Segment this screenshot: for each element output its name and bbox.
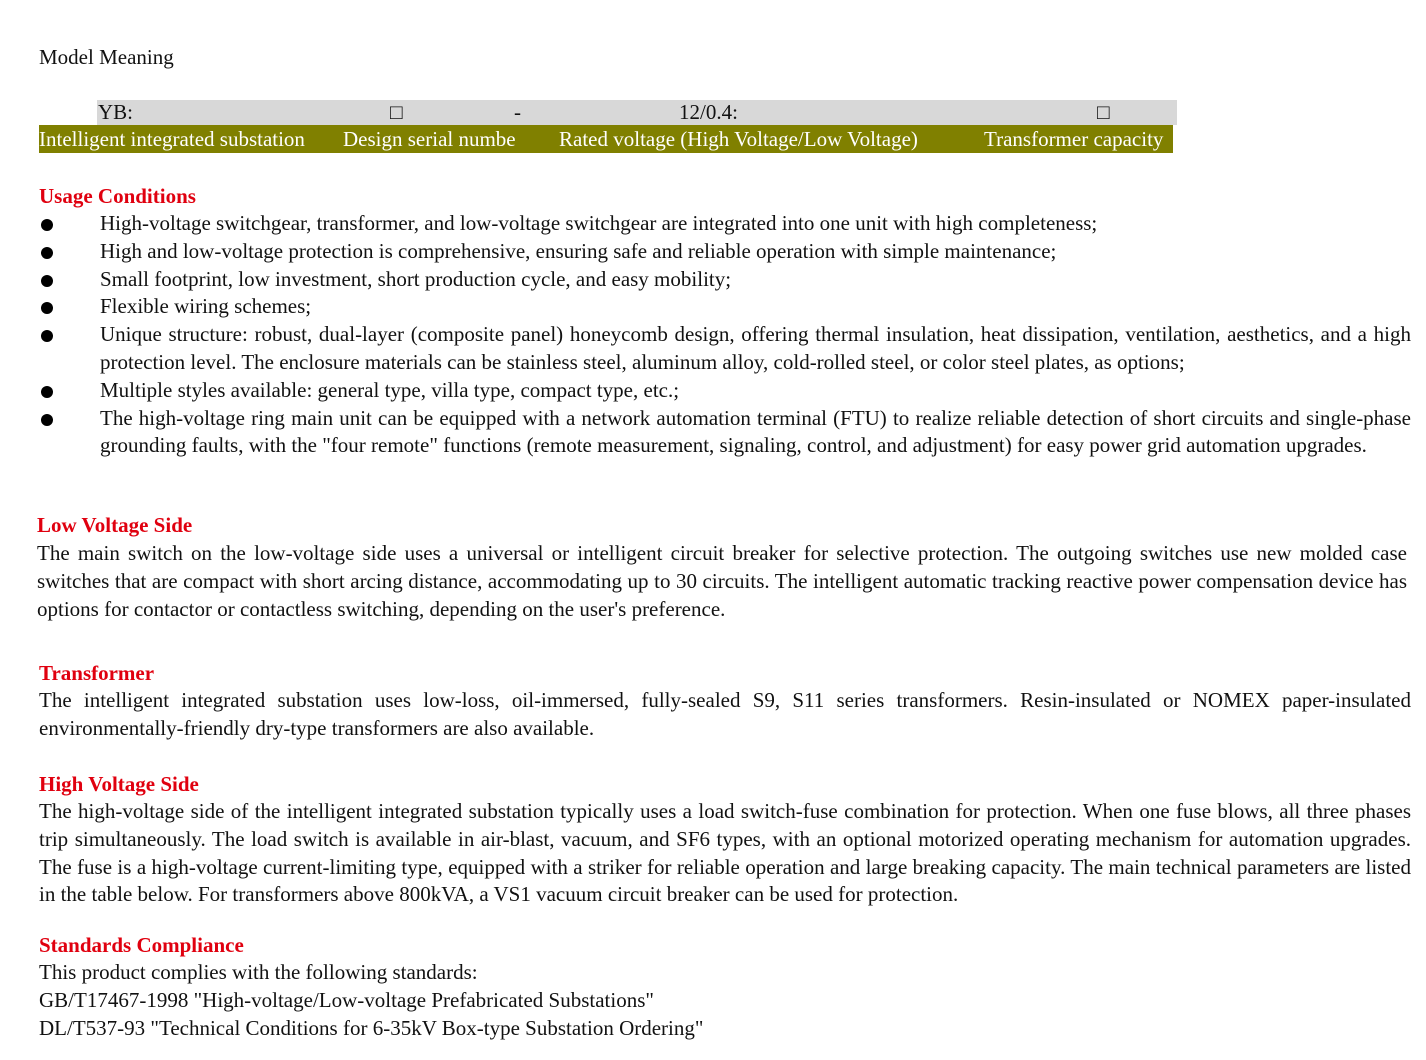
list-item: High-voltage switchgear, transformer, and low-voltage switchgear are integrated into one unit with high completeness; (39, 210, 1411, 238)
bullet-icon (41, 414, 53, 426)
list-item: Unique structure: robust, dual-layer (composite panel) honeycomb design, offering thermal insulation, heat dissipation, ventilation, aesthetics, and a high protection level. The enclosure materials can be stainless steel, aluminum alloy, cold-rolled steel, or color steel plates, as options; (39, 321, 1411, 377)
list-item: Flexible wiring schemes; (39, 293, 1411, 321)
standards-intro: This product complies with the following standards: (39, 960, 478, 984)
list-item: Small footprint, low investment, short production cycle, and easy mobility; (39, 266, 1411, 294)
model-code-voltage: 12/0.4: (679, 100, 738, 124)
model-code-serial-box: □ (390, 100, 403, 124)
low-voltage-heading: Low Voltage Side (37, 513, 193, 537)
high-voltage-text: The high-voltage side of the intelligent integrated substation typically uses a load switch-fuse combination for protection. When one fuse blows, all three phases trip simultaneously. The load switch is available in air-blast, vacuum, and SF6 types, with an optional motorized operating mechanism for automation upgrades. The fuse is a high-voltage current-limiting type, equipped with a striker for reliable operation and large breaking capacity. The main technical parameters are listed in the table below. For transformers above 800kVA, a VS1 vacuum circuit breaker can be used for protection. (39, 799, 1411, 907)
transformer-heading: Transformer (39, 661, 155, 685)
model-code-yb: YB: (98, 100, 134, 124)
page-title: Model Meaning (39, 45, 174, 69)
list-item: The high-voltage ring main unit can be equipped with a network automation terminal (FTU) to realize reliable detection of short circuits and single-phase grounding faults, with the "four remote" functions (remote measurement, signaling, control, and adjustment) for easy power grid automation upgrades. (39, 405, 1411, 461)
model-label-voltage: Rated voltage (High Voltage/Low Voltage) (559, 127, 918, 151)
bullet-icon (41, 302, 53, 314)
list-item: High and low-voltage protection is comprehensive, ensuring safe and reliable operation with simple maintenance; (39, 238, 1411, 266)
standard-item-gb: GB/T17467-1998 "High-voltage/Low-voltage Prefabricated Substations" (39, 988, 654, 1012)
standards-heading: Standards Compliance (39, 933, 244, 957)
low-voltage-text: The main switch on the low-voltage side uses a universal or intelligent circuit breaker for selective protection. The outgoing switches use new molded case switches that are compact with short arcing distance, accommodating up to 30 circuits. The intelligent automatic tracking reactive power compensation device has options for contactor or contactless switching, depending on the user's preference. (37, 541, 1407, 621)
bullet-icon (41, 386, 53, 398)
usage-heading: Usage Conditions (39, 184, 196, 208)
model-code-band (97, 100, 1177, 125)
bullet-icon (41, 275, 53, 287)
bullet-icon (41, 247, 53, 259)
model-label-capacity: Transformer capacity (984, 127, 1164, 151)
standard-item-dl: DL/T537-93 "Technical Conditions for 6-35kV Box-type Substation Ordering" (39, 1016, 704, 1040)
usage-list (39, 210, 1411, 460)
list-item: Multiple styles available: general type, villa type, compact type, etc.; (39, 377, 1411, 405)
model-code-dash: - (514, 100, 521, 124)
bullet-icon (41, 330, 53, 342)
bullet-icon (41, 219, 53, 231)
model-label-serial: Design serial numbe (343, 127, 516, 151)
model-label-substation: Intelligent integrated substation (39, 127, 305, 151)
high-voltage-heading: High Voltage Side (39, 772, 199, 796)
transformer-text: The intelligent integrated substation uses low-loss, oil-immersed, fully-sealed S9, S11 series transformers. Resin-insulated or NOMEX paper-insulated environmentally-friendly dry-type transformers are also available. (39, 688, 1411, 740)
model-code-capacity-box: □ (1097, 100, 1110, 124)
